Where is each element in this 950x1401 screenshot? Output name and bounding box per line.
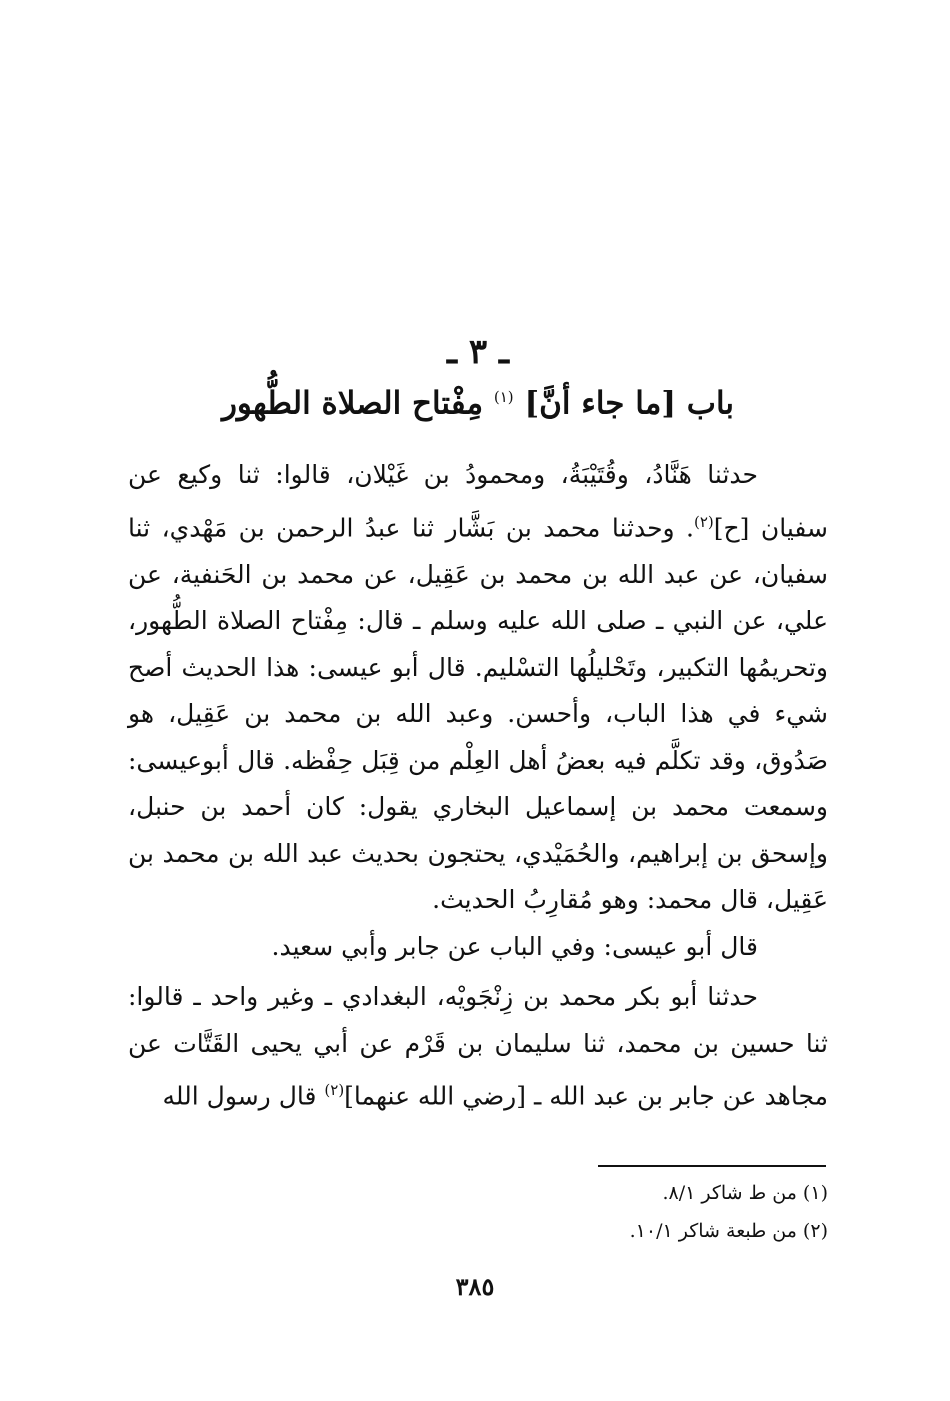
page-content — [128, 330, 828, 1120]
chapter-title-start: باب [ما جاء أنَّ] — [513, 385, 735, 422]
paragraph-1-start: حدثنا هَنَّادُ، وقُتَيْبَةُ، ومحمودُ بن غَيْلان، قالوا: ثنا وكيع عن سفيان [ح] — [128, 460, 828, 543]
footnote-2: (٢) من طبعة شاكر ١٠/١. — [629, 1220, 828, 1242]
page-number: ٣٨٥ — [455, 1272, 495, 1301]
chapter-title-end: مِفْتاح الصلاة الطُّهور — [221, 385, 494, 422]
chapter-title — [128, 374, 828, 426]
paragraph-3-rest: قال رسول الله — [162, 1081, 325, 1111]
footnote-1: (١) من ط شاكر ٨/١. — [662, 1182, 828, 1204]
chapter-number: ـ ٣ ـ — [447, 332, 509, 372]
paragraph-3-start: حدثنا أبو بكر محمد بن زِنْجَويْه، البغدادي ـ وغير واحد ـ قالوا: ثنا حسين بن محمد، ثنا سليمان بن قَرْم عن أبي يحيى القَتَّات عن مجاهد عن جابر بن عبد الله ـ [رضي الله عنهما] — [128, 982, 828, 1111]
footnote-ref-1: (١) — [493, 388, 514, 406]
paragraph-1-rest: . وحدثنا محمد بن بَشَّار ثنا عبدُ الرحمن بن مَهْدي، ثنا سفيان، عن عبد الله بن محمد بن عَقِيل، عن محمد بن الحَنفية، عن علي، عن النبي ـ صلى الله عليه وسلم ـ قال: مِفْتاح الصلاة الطُّهور، وتحريمُها التكبير، وتَحْليلُها التسْليم. قال أبو عيسى: هذا الحديث أصح شيء في هذا الباب، وأحسن. وعبد الله بن محمد بن عَقِيل، هو صَدُوق، وقد تكلَّم فيه بعضُ أهل العِلْم من قِبَل حِفْظه. قال أبوعيسى: وسمعت محمد بن إسماعيل البخاري يقول: كان أحمد بن حنبل، وإسحق بن إبراهيم، والحُمَيْدي، يحتجون بحديث عبد الله بن محمد بن عَقِيل، قال محمد: وهو مُقارِبُ الحديث. — [128, 513, 828, 915]
footnote-ref-3: (٢) — [324, 1081, 345, 1100]
paragraph-hadith-2 — [128, 974, 828, 1120]
paragraph-abu-isa: قال أبو عيسى: وفي الباب عن جابر وأبي سعيد. — [271, 931, 758, 961]
footnotes — [128, 1174, 828, 1250]
footnote-divider — [598, 1165, 826, 1167]
footnote-ref-2: (٢) — [694, 512, 714, 531]
paragraph-hadith-1 — [128, 452, 828, 923]
body-text — [128, 452, 828, 1120]
